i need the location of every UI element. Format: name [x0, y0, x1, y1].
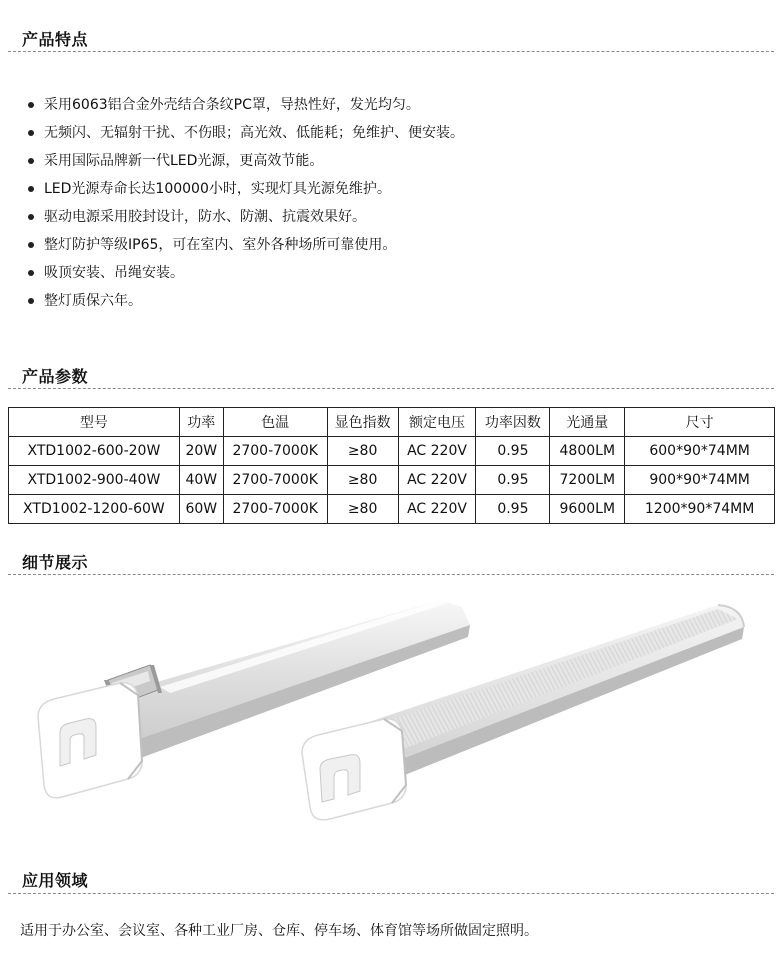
table-cell: 2700-7000K — [223, 495, 327, 524]
table-cell: ≥80 — [327, 495, 398, 524]
bullet-icon — [28, 242, 34, 248]
params-divider — [8, 388, 774, 389]
table-cell: XTD1002-900-40W — [9, 466, 180, 495]
column-header: 功率 — [179, 408, 223, 437]
table-row — [9, 466, 775, 495]
table-cell: 20W — [179, 437, 223, 466]
bullet-icon — [28, 270, 34, 276]
feature-item: 无频闪、无辐射干扰、不伤眼；高光效、低能耗；免维护、便安装。 — [24, 122, 464, 150]
bullet-icon — [28, 186, 34, 192]
column-header: 色温 — [223, 408, 327, 437]
feature-item: 整灯质保六年。 — [24, 290, 464, 318]
feature-item: 整灯防护等级IP65，可在室内、室外各种场所可靠使用。 — [24, 234, 464, 262]
application-section-title: 应用领域 — [22, 871, 89, 890]
table-cell: ≥80 — [327, 437, 398, 466]
feature-item: 采用国际品牌新一代LED光源，更高效节能。 — [24, 150, 464, 178]
table-cell: 2700-7000K — [223, 466, 327, 495]
table-cell: 0.95 — [476, 495, 550, 524]
table-cell: 0.95 — [476, 466, 550, 495]
table-cell: 40W — [179, 466, 223, 495]
feature-item: 驱动电源采用胶封设计，防水、防潮、抗震效果好。 — [24, 206, 464, 234]
table-row — [9, 495, 775, 524]
bullet-icon — [28, 102, 34, 108]
column-header: 功率因数 — [476, 408, 550, 437]
table-cell: AC 220V — [398, 495, 476, 524]
features-list — [24, 94, 464, 318]
table-cell: 1200*90*74MM — [625, 495, 775, 524]
table-cell: 4800LM — [550, 437, 625, 466]
params-section-title: 产品参数 — [22, 367, 89, 386]
table-cell: AC 220V — [398, 466, 476, 495]
details-divider — [8, 574, 774, 575]
feature-item: 采用6063铝合金外壳结合条纹PC罩，导热性好，发光均匀。 — [24, 94, 464, 122]
column-header: 额定电压 — [398, 408, 476, 437]
table-cell: ≥80 — [327, 466, 398, 495]
feature-item: 吸顶安装、吊绳安装。 — [24, 262, 464, 290]
bullet-icon — [28, 158, 34, 164]
table-row — [9, 437, 775, 466]
table-cell: 600*90*74MM — [625, 437, 775, 466]
bullet-icon — [28, 298, 34, 304]
table-cell: 2700-7000K — [223, 437, 327, 466]
details-section-title: 细节展示 — [22, 553, 89, 572]
column-header: 型号 — [9, 408, 180, 437]
feature-item: LED光源寿命长达100000小时，实现灯具光源免维护。 — [24, 178, 464, 206]
column-header: 显色指数 — [327, 408, 398, 437]
application-description: 适用于办公室、会议室、各种工业厂房、仓库、停车场、体育馆等场所做固定照明。 — [20, 923, 538, 939]
table-cell: 60W — [179, 495, 223, 524]
table-cell: AC 220V — [398, 437, 476, 466]
product-photo — [0, 585, 776, 825]
params-table — [8, 407, 775, 524]
table-header-row — [9, 408, 775, 437]
application-divider — [8, 893, 774, 894]
table-cell: XTD1002-1200-60W — [9, 495, 180, 524]
table-cell: XTD1002-600-20W — [9, 437, 180, 466]
column-header: 尺寸 — [625, 408, 775, 437]
lamp-end-cap — [302, 719, 406, 820]
features-section-title: 产品特点 — [22, 30, 89, 49]
table-cell: 0.95 — [476, 437, 550, 466]
table-cell: 7200LM — [550, 466, 625, 495]
table-cell: 9600LM — [550, 495, 625, 524]
lamp-end-cap — [38, 683, 142, 798]
table-cell: 900*90*74MM — [625, 466, 775, 495]
column-header: 光通量 — [550, 408, 625, 437]
features-divider — [8, 51, 774, 52]
bullet-icon — [28, 130, 34, 136]
bullet-icon — [28, 214, 34, 220]
